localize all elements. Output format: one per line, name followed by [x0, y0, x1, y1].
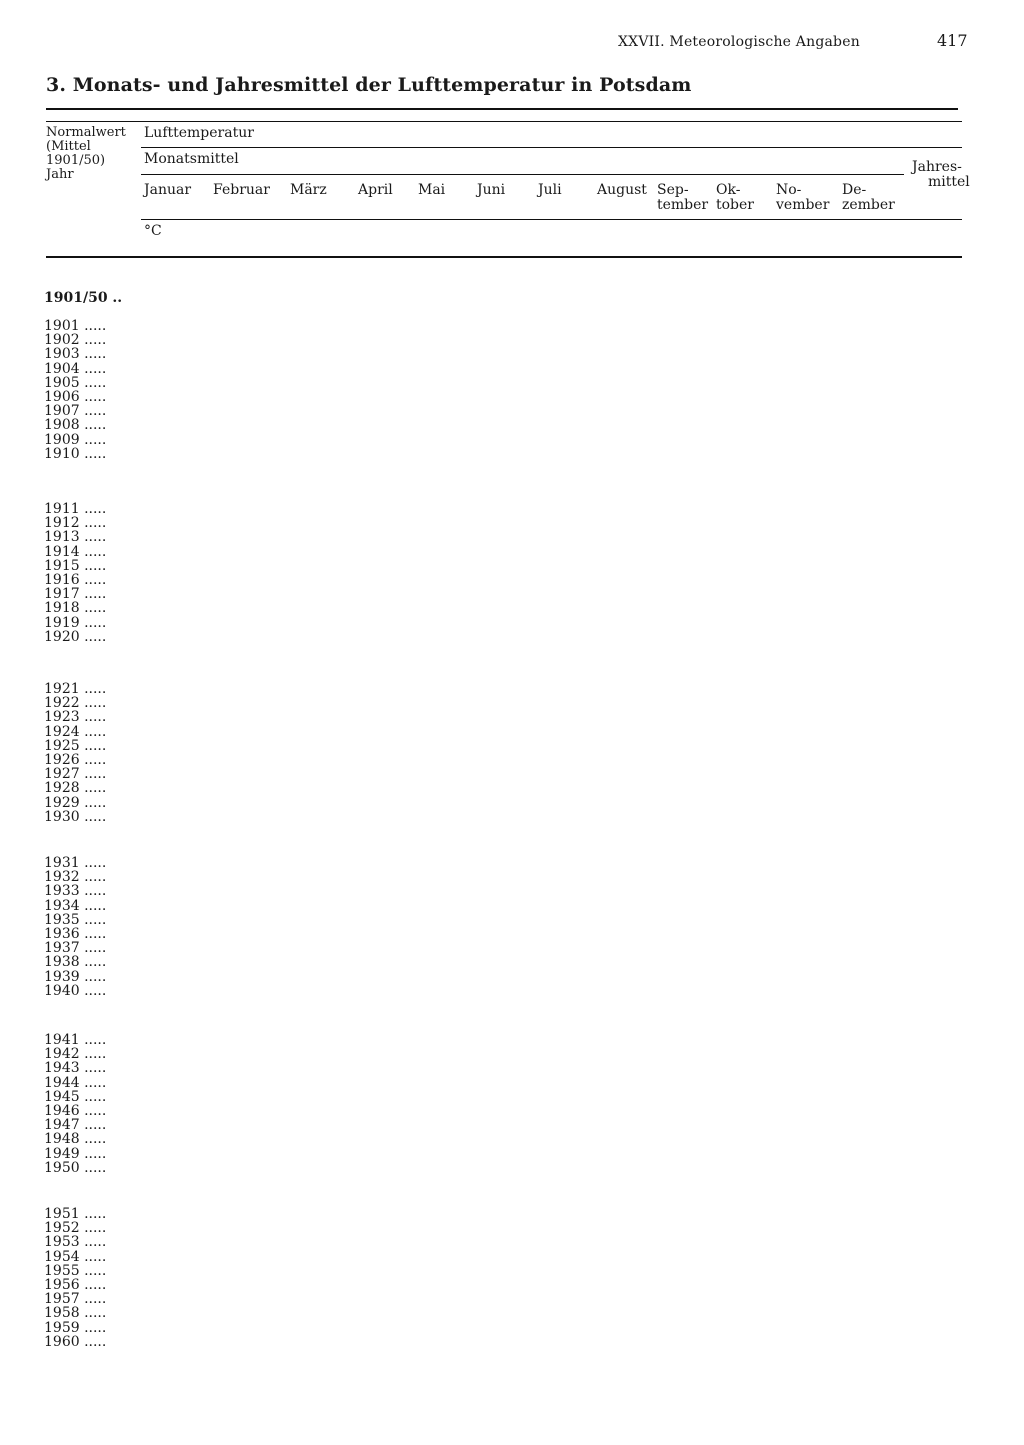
- month-header: [842, 183, 895, 213]
- month-header: [418, 183, 445, 198]
- year-label: 1952 .....: [44, 1220, 107, 1237]
- month-header: [716, 183, 754, 213]
- year-label: 1911 .....: [44, 501, 107, 517]
- month-header-line: Ok-: [716, 182, 741, 198]
- month-header: [597, 183, 647, 198]
- year-label: 1901 .....: [44, 318, 107, 334]
- year-label: 1936 .....: [44, 926, 107, 942]
- title-rule: [46, 108, 958, 110]
- month-header: [358, 183, 393, 198]
- stub-header: [46, 126, 126, 182]
- stub-header-line: Normalwert: [46, 125, 126, 140]
- year-label: 1938 .....: [44, 954, 107, 971]
- month-header-line: März: [290, 182, 327, 198]
- year-label: 1942 .....: [44, 1046, 107, 1063]
- year-label: 1960 .....: [44, 1333, 107, 1350]
- year-label: 1948 .....: [44, 1131, 107, 1148]
- month-header: [776, 183, 829, 213]
- year-label: 1923 .....: [44, 709, 107, 726]
- year-label: 1915 .....: [44, 557, 107, 574]
- year-label: 1927 .....: [44, 766, 107, 783]
- year-label: 1955 .....: [44, 1262, 107, 1279]
- year-label: 1951 .....: [44, 1206, 107, 1222]
- year-label: 1912 .....: [44, 515, 107, 532]
- year-label: 1944 .....: [44, 1074, 107, 1091]
- year-label: 1953 .....: [44, 1234, 107, 1251]
- year-label: 1956 .....: [44, 1277, 107, 1293]
- year-label: 1949 .....: [44, 1145, 107, 1162]
- sub-rule: [141, 174, 904, 175]
- year-label: 1941 .....: [44, 1032, 107, 1048]
- year-label: 1904 .....: [44, 360, 107, 377]
- month-header-line: August: [597, 182, 647, 198]
- year-label: 1920 .....: [44, 628, 107, 645]
- month-header: [538, 183, 562, 198]
- year-label: 1943 .....: [44, 1060, 107, 1077]
- year-label: 1928 .....: [44, 780, 107, 797]
- year-label: 1935 .....: [44, 911, 107, 928]
- year-label: 1907 .....: [44, 403, 107, 420]
- year-label: 1916 .....: [44, 572, 107, 588]
- year-label: 1903 .....: [44, 346, 107, 363]
- month-header-line: April: [358, 182, 393, 198]
- running-header: XXVII. Meteorologische Angaben: [618, 34, 860, 50]
- month-header: [477, 183, 505, 198]
- month-header: [657, 183, 708, 213]
- year-label: 1921 .....: [44, 681, 107, 697]
- year-label: 1932 .....: [44, 869, 107, 886]
- year-label: 1945 .....: [44, 1088, 107, 1105]
- month-header-line: tober: [716, 197, 754, 213]
- unit-label: °C: [144, 223, 162, 239]
- month-header-line: zember: [842, 197, 895, 213]
- year-label: 1950 .....: [44, 1159, 107, 1176]
- month-header: [290, 183, 327, 198]
- annual-header: [912, 160, 970, 190]
- month-header-line: tember: [657, 197, 709, 213]
- year-label: 1914 .....: [44, 543, 107, 560]
- year-label: 1929 .....: [44, 794, 107, 811]
- unit-rule: [141, 219, 962, 220]
- year-label: 1909 .....: [44, 431, 107, 448]
- stub-header-line: Jahr: [46, 167, 74, 182]
- annual-header-line: Jahres-: [912, 159, 962, 175]
- annual-header-line: mittel: [928, 174, 970, 190]
- year-label: 1937 .....: [44, 940, 107, 957]
- year-label: 1933 .....: [44, 883, 107, 900]
- year-label: 1959 .....: [44, 1319, 107, 1336]
- year-label: 1918 .....: [44, 600, 107, 617]
- month-header-line: Sep-: [657, 182, 689, 198]
- year-label: 1934 .....: [44, 897, 107, 914]
- year-label: 1924 .....: [44, 723, 107, 740]
- stub-header-line: (Mittel: [46, 139, 91, 154]
- month-header-line: Februar: [213, 182, 270, 198]
- year-label: 1908 .....: [44, 417, 107, 434]
- year-label: 1910 .....: [44, 445, 107, 462]
- year-label: 1931 .....: [44, 855, 107, 871]
- header-rule-top: [46, 121, 962, 122]
- year-label: 1917 .....: [44, 586, 107, 603]
- group-header: Lufttemperatur: [144, 125, 254, 141]
- year-label: 1906 .....: [44, 389, 107, 405]
- year-label: 1930 .....: [44, 808, 107, 825]
- year-label: 1926 .....: [44, 752, 107, 768]
- month-header-line: Juli: [538, 182, 562, 198]
- year-label: 1954 .....: [44, 1248, 107, 1265]
- page-title: 3. Monats- und Jahresmittel der Lufttemperatur in Potsdam: [46, 74, 692, 96]
- month-header-line: No-: [776, 182, 802, 198]
- year-label: 1902 .....: [44, 332, 107, 349]
- month-header-line: Mai: [418, 182, 446, 198]
- year-label: 1957 .....: [44, 1291, 107, 1308]
- stub-header-line: 1901/50): [46, 153, 106, 168]
- year-label: 1919 .....: [44, 614, 107, 631]
- year-label: 1946 .....: [44, 1103, 107, 1119]
- month-header: [213, 183, 270, 198]
- month-header-line: vember: [776, 197, 830, 213]
- month-header-line: Januar: [144, 182, 192, 198]
- year-label: 1905 .....: [44, 374, 107, 391]
- year-label: 1925 .....: [44, 737, 107, 754]
- year-label: 1940 .....: [44, 982, 107, 999]
- year-label: 1922 .....: [44, 695, 107, 712]
- year-label: 1901/50 ..: [44, 290, 123, 306]
- month-header-line: Juni: [477, 182, 506, 198]
- header-rule-bottom: [46, 256, 962, 258]
- page-number: 417: [937, 31, 968, 50]
- year-label: 1947 .....: [44, 1117, 107, 1134]
- sub-header: Monatsmittel: [144, 151, 239, 167]
- group-rule: [141, 147, 962, 148]
- year-label: 1939 .....: [44, 968, 107, 985]
- month-header: [144, 183, 191, 198]
- year-label: 1913 .....: [44, 529, 107, 546]
- year-label: 1958 .....: [44, 1305, 107, 1322]
- month-header-line: De-: [842, 182, 867, 198]
